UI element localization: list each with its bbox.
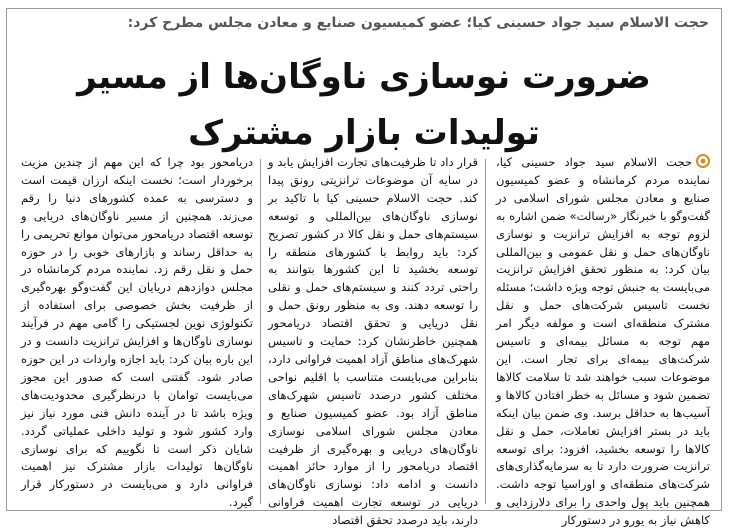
column-2-text: قرار داد تا ظرفیت‌های تجارت افزایش یابد و در سایه آن موضوعات ترانزیتی رونق پیدا کند. حجت الاسلام حسینی کیا با تاکید بر نوسازی ناوگان‌های بین‌المللی و توسعه سیستم‌های حمل و نقل کالا در کشور تصریح کرد: باید روابط با کشورهای منطقه را توسعه بخشید تا این کشورها بتوانند به راحتی تردد کنند و سیستم‌های حمل و نقلی را توسعه دهند. وی به منظور رونق حمل و نقل دریایی و تحقق اقتصاد دریامحور همچنین خاطرنشان کرد: حمایت و تاسیس شهرک‌های مناطق آزاد اهمیت فراوانی دارد، بنابراین می‌بایست متناسب با اقلیم نواحی مختلف کشور درصدد تاسیس شهرک‌های مناطق آزاد بود. عضو کمیسیون صنایع و معادن مجلس شورای اسلامی نوسازی ناوگان‌های دریایی و بهره‌گیری از ظرفیت اقتصاد دریامحور را از موارد حائز اهمیت دانست و ادامه داد: نوسازی ناوگان‌های دریایی در توسعه تجارت اهمیت فراوانی دارند، باید درصدد تحقق اقتصاد [268, 155, 478, 528]
column-3-text: دریامحور بود چرا که این مهم از چندین مزیت برخوردار است؛ نخست اینکه ارزان قیمت است و دسترسی به عمده کشورهای دنیا را رقم می‌زند. همچنین از مسیر ناوگان‌های دریایی و توسعه اقتصاد دریامحور می‌توان موانع تحریمی را به حداقل رساند و بازارهای خوبی را در حوزه حمل و نقل رقم زد. نماینده مردم کرمانشاه در مجلس دوازدهم دریایان این گفت‌وگو بهره‌گیری از ظرفیت بخش خصوصی برای استفاده از تکنولوژی نوین لجستیکی را گامی مهم در فرآیند نوسازی ناوگان‌ها و افزایش ترانزیت دانست و در این باره بیان کرد: باید اجازه واردات در این حوزه صادر شود. گفتنی است که صدور این مجوز می‌بایست توامان با درنظرگیری محدودیت‌های ویژه باشد تا در آینده دانش فنی مورد نیاز نیز وارد کشور شود و تولید داخلی عملیاتی گردد. شایان ذکر است تا نگوییم که برای نوسازی ناوگان‌ها تولیدات بازار مشترک نیز اهمیت فراوانی دارد و می‌بایست در دستورکار قرار گیرد. [21, 155, 253, 510]
article-column-2 [268, 154, 478, 528]
column-divider [260, 159, 261, 504]
column-divider [485, 159, 486, 504]
article-frame [6, 8, 722, 528]
headline-line-1: ضرورت نوسازی ناوگان‌ها از مسیر [77, 57, 651, 97]
article-column-3 [21, 154, 253, 510]
article-headline [27, 49, 701, 161]
article-column-1 [496, 154, 710, 528]
article-kicker: حجت الاسلام سید جواد حسینی کیا؛ عضو کمیسیون صنایع و معادن مجلس مطرح کرد: [127, 15, 709, 31]
headline-line-2: تولیدات بازار مشترک [188, 113, 540, 153]
bullet-marker-icon [696, 154, 710, 168]
column-1-text: حجت الاسلام سید جواد حسینی کیا، نماینده مردم کرمانشاه و عضو کمیسیون صنایع و معادن مجلس شورای اسلامی در گفت‌وگو با خبرنگار «رسالت» ضمن اشاره به لزوم توجه به افزایش ترانزیت و نوسازی ناوگان‌های حمل و نقل عمومی و بین‌المللی بیان کرد: به منظور تحقق افزایش ترانزیت می‌بایست به جنبش توجه ویژه داشت؛ مسئله نخست تاسیس شرکت‌های حمل و نقل مشترک منطقه‌ای است و مولفه دیگر امر مهم توجه به مسائل بیمه‌ای و تاسیس شرکت‌های بیمه‌ای برای تجار است. این موضوعات سبب خواهند شد تا سلامت کالاها تضمین شود و مسائل به خطر افتادن کالاها و آسیب‌ها به حداقل برسد. وی ضمن بیان اینکه باید در بستر افزایش تعاملات، حمل و نقل کالاها را توسعه بخشید، افزود: برای توسعه ترانزیت ضرورت دارد تا به سرمایه‌گذاری‌های شرکت‌های منطقه‌ای و اوراسیا توجه داشت. همچنین باید پول واحدی را برای دلارزدایی و کاهش نیاز به یورو در دستورکار [496, 155, 710, 528]
